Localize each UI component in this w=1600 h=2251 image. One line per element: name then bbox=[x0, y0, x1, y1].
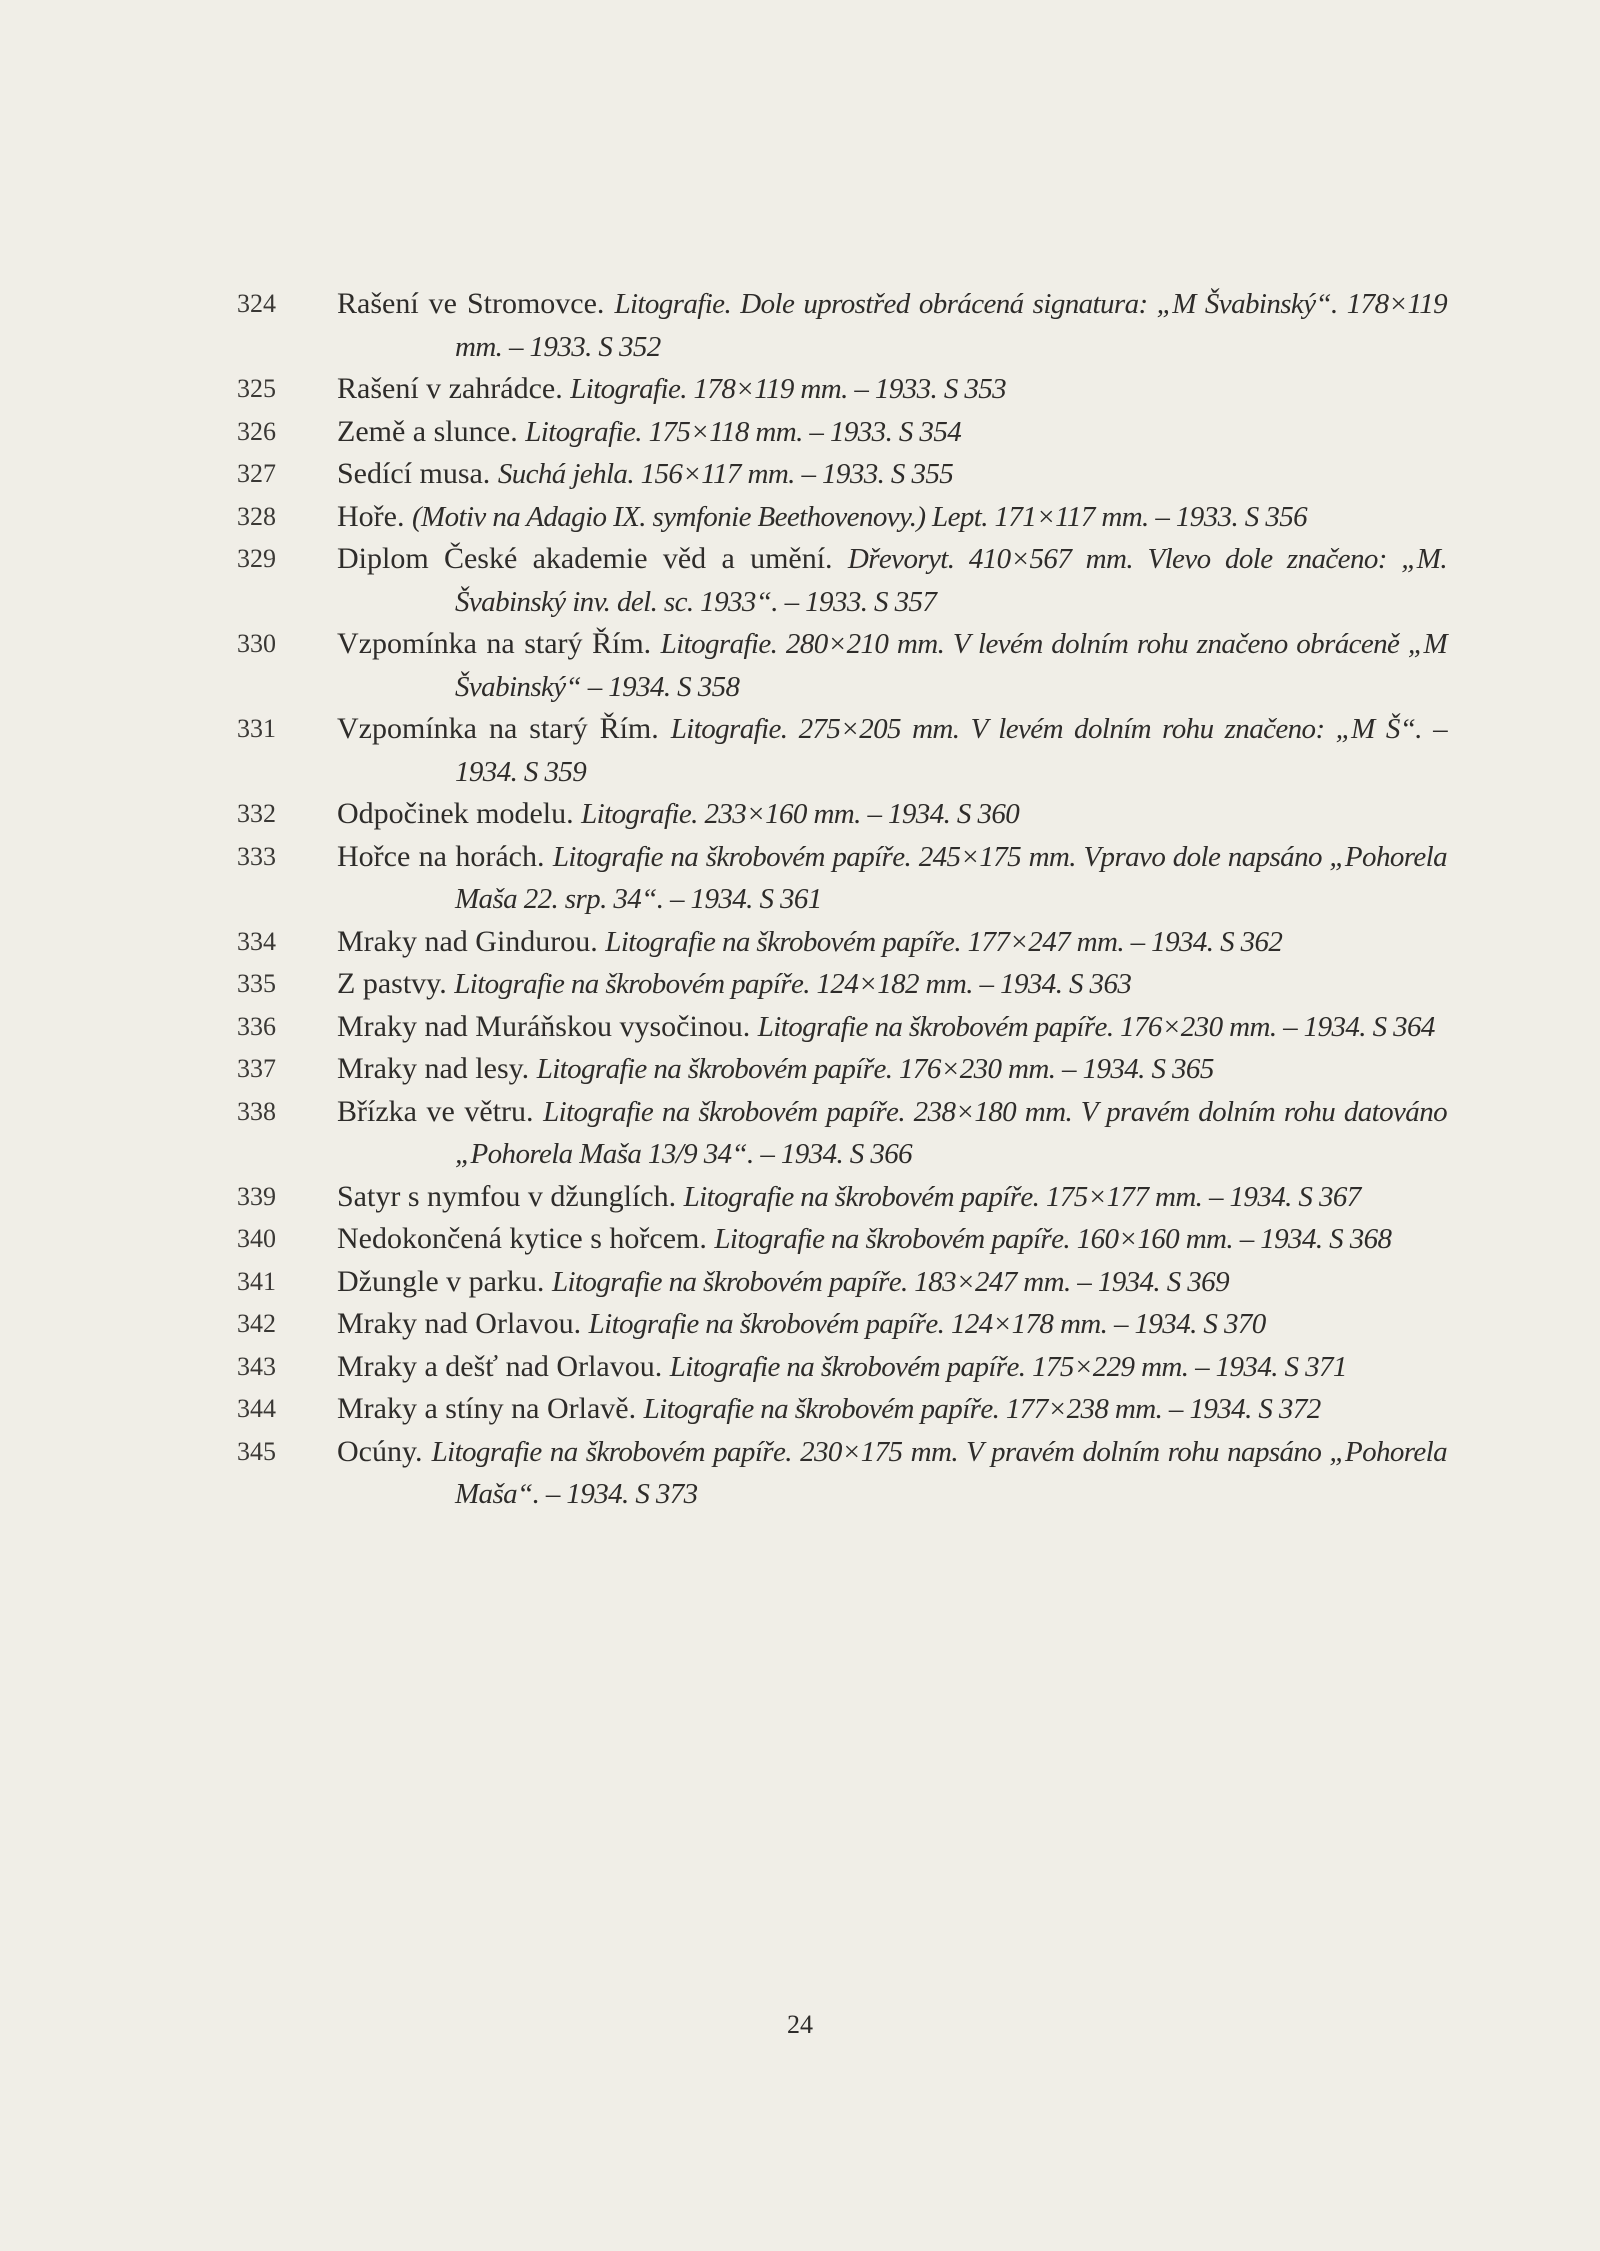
entry-title: Ocúny. bbox=[337, 1434, 423, 1468]
entry-number: 337 bbox=[237, 1054, 276, 1083]
catalogue-entry bbox=[237, 1303, 1447, 1346]
entry-number: 334 bbox=[237, 926, 276, 956]
entry-title: Rašení ve Stromovce. bbox=[337, 287, 605, 320]
entry-title: Vzpomínka na starý Řím. bbox=[337, 712, 659, 745]
entry-description: (Motiv na Adagio IX. symfonie Beethovenovy.) Lept. 171×117 mm. – 1933. S 356 bbox=[411, 500, 1308, 533]
entry-title: Mraky a dešť nad Orlavou. bbox=[337, 1349, 663, 1383]
entry-title: Hoře. bbox=[337, 499, 405, 533]
entry-number: 338 bbox=[237, 1096, 276, 1126]
entry-description: Litografie na škrobovém papíře. 124×178 mm. – 1934. S 370 bbox=[588, 1308, 1266, 1340]
entry-description: Litografie na škrobovém papíře. 175×177 mm. – 1934. S 367 bbox=[683, 1180, 1361, 1213]
entry-number: 336 bbox=[237, 1011, 276, 1041]
catalogue-entry bbox=[237, 1346, 1447, 1389]
entry-title: Z pastvy. bbox=[337, 967, 447, 1000]
entry-number: 330 bbox=[237, 629, 276, 658]
catalogue-entry bbox=[237, 836, 1447, 921]
catalogue-entry bbox=[237, 1218, 1447, 1261]
page-number: 24 bbox=[787, 2010, 813, 2039]
catalogue-entry bbox=[237, 1006, 1447, 1049]
entry-description: Litografie. Dole uprostřed obrácená signatura: „M Švabinský“. 178×119 mm. – 1933. S 352 bbox=[455, 288, 1447, 363]
entry-description: Litografie na škrobovém papíře. 176×230 mm. – 1934. S 364 bbox=[757, 1010, 1435, 1043]
entry-title: Břízka ve větru. bbox=[337, 1094, 534, 1128]
catalogue-entry bbox=[237, 538, 1448, 623]
catalogue-entry bbox=[237, 1431, 1448, 1516]
catalogue-entry bbox=[237, 1261, 1447, 1304]
entry-description: Litografie na škrobovém papíře. 160×160 mm. – 1934. S 368 bbox=[714, 1223, 1392, 1255]
entry-description: Litografie na škrobovém papíře. 177×247 mm. – 1934. S 362 bbox=[605, 925, 1283, 958]
catalogue-entry bbox=[237, 496, 1447, 539]
entry-description: Litografie. 275×205 mm. V levém dolním rohu značeno: „M Š“. – 1934. S 359 bbox=[455, 713, 1448, 788]
entry-number: 324 bbox=[237, 289, 276, 318]
entry-title: Džungle v parku. bbox=[337, 1264, 545, 1298]
catalogue-list bbox=[0, 283, 1600, 1516]
entry-title: Odpočinek modelu. bbox=[337, 797, 574, 830]
entry-title: Nedokončená kytice s hořcem. bbox=[337, 1222, 707, 1255]
entry-description: Litografie na škrobovém papíře. 176×230 mm. – 1934. S 365 bbox=[536, 1053, 1214, 1085]
entry-title: Mraky a stíny na Orlavě. bbox=[337, 1392, 637, 1425]
entry-number: 332 bbox=[237, 799, 276, 828]
entry-description: Litografie. 175×118 mm. – 1933. S 354 bbox=[525, 415, 962, 448]
entry-number: 344 bbox=[237, 1394, 276, 1423]
entry-title: Mraky nad Muráňskou vysočinou. bbox=[337, 1009, 751, 1043]
catalogue-entry bbox=[237, 1176, 1447, 1219]
entry-number: 331 bbox=[237, 714, 276, 743]
entry-title: Mraky nad Gindurou. bbox=[337, 924, 598, 958]
catalogue-entry bbox=[237, 368, 1447, 411]
entry-title: Hořce na horách. bbox=[337, 839, 545, 873]
catalogue-entry bbox=[237, 1388, 1447, 1431]
entry-description: Litografie na škrobovém papíře. 230×175 mm. V pravém dolním rohu napsáno „Pohorela Maša“. – 1934. S 373 bbox=[431, 1435, 1448, 1510]
entry-description: Litografie na škrobovém papíře. 238×180 mm. V pravém dolním rohu datováno „Pohorela Maša 13/9 34“. – 1934. S 366 bbox=[455, 1095, 1448, 1170]
catalogue-entry bbox=[237, 708, 1448, 793]
entry-description: Suchá jehla. 156×117 mm. – 1933. S 355 bbox=[497, 458, 954, 490]
entry-number: 327 bbox=[237, 459, 276, 488]
catalogue-entry bbox=[237, 283, 1447, 368]
catalogue-entry bbox=[237, 1048, 1447, 1091]
entry-title: Sedící musa. bbox=[337, 457, 491, 490]
entry-number: 341 bbox=[237, 1266, 276, 1296]
entry-number: 339 bbox=[237, 1181, 276, 1211]
entry-title: Satyr s nymfou v džunglích. bbox=[337, 1179, 677, 1213]
entry-number: 343 bbox=[237, 1351, 276, 1381]
entry-description: Litografie. 233×160 mm. – 1934. S 360 bbox=[581, 798, 1020, 830]
entry-number: 325 bbox=[237, 374, 276, 403]
entry-number: 335 bbox=[237, 969, 276, 998]
catalogue-entry bbox=[237, 623, 1448, 708]
entry-title: Vzpomínka na starý Řím. bbox=[337, 627, 652, 660]
entry-number: 340 bbox=[237, 1224, 276, 1253]
entry-title: Diplom České akademie věd a umění. bbox=[337, 542, 833, 575]
entry-number: 329 bbox=[237, 544, 276, 573]
entry-description: Litografie na škrobovém papíře. 245×175 mm. Vpravo dole napsáno „Pohorela Maša 22. srp. 34“. – 1934. S 361 bbox=[455, 840, 1447, 915]
catalogue-entry bbox=[237, 453, 1447, 496]
entry-description: Dřevoryt. 410×567 mm. Vlevo dole značeno: „M. Švabinský inv. del. sc. 1933“. – 1933. S 357 bbox=[455, 543, 1448, 618]
catalogue-entry bbox=[237, 963, 1447, 1006]
entry-title: Mraky nad lesy. bbox=[337, 1052, 530, 1085]
entry-description: Litografie na škrobovém papíře. 175×229 mm. – 1934. S 371 bbox=[669, 1350, 1347, 1383]
entry-description: Litografie na škrobovém papíře. 183×247 mm. – 1934. S 369 bbox=[551, 1265, 1229, 1298]
entry-description: Litografie. 178×119 mm. – 1933. S 353 bbox=[570, 373, 1007, 405]
catalogue-entry bbox=[237, 793, 1447, 836]
catalogue-entry bbox=[237, 1091, 1448, 1176]
entry-number: 328 bbox=[237, 501, 276, 531]
catalogue-entry bbox=[237, 411, 1447, 454]
catalogue-entry bbox=[237, 921, 1447, 964]
entry-number: 342 bbox=[237, 1309, 276, 1338]
entry-title: Rašení v zahrádce. bbox=[337, 372, 563, 405]
entry-description: Litografie na škrobovém papíře. 124×182 mm. – 1934. S 363 bbox=[454, 968, 1132, 1000]
entry-title: Země a slunce. bbox=[337, 414, 518, 448]
entry-number: 345 bbox=[237, 1436, 276, 1466]
entry-title: Mraky nad Orlavou. bbox=[337, 1307, 582, 1340]
entry-number: 326 bbox=[237, 416, 276, 446]
entry-description: Litografie. 280×210 mm. V levém dolním rohu značeno obráceně „M Švabinský“ – 1934. S 358 bbox=[455, 628, 1448, 703]
entry-number: 333 bbox=[237, 841, 276, 871]
entry-description: Litografie na škrobovém papíře. 177×238 mm. – 1934. S 372 bbox=[643, 1393, 1321, 1425]
